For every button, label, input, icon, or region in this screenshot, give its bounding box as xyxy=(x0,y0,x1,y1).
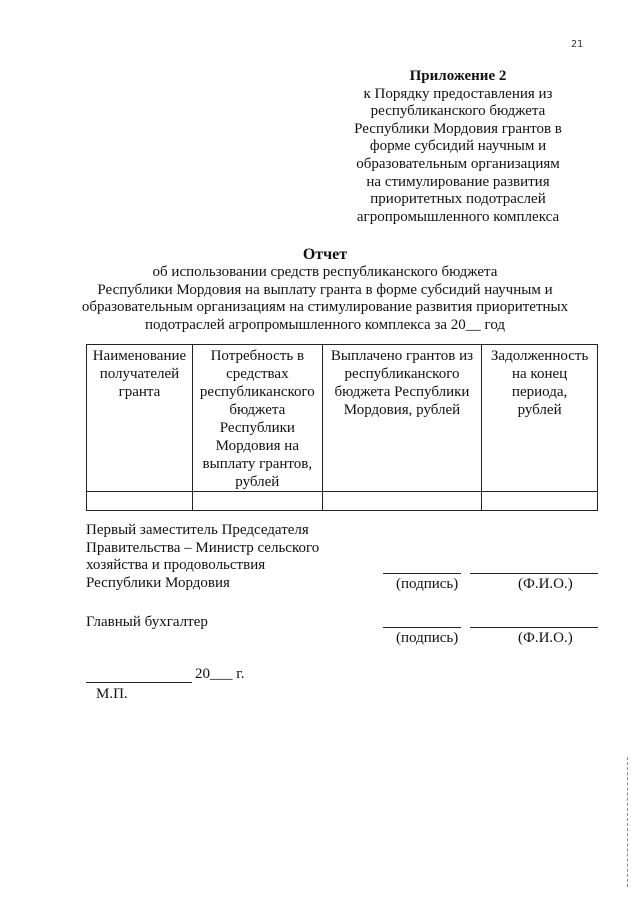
header-line: рублей xyxy=(235,474,280,490)
appendix-line: форме субсидий научным и xyxy=(369,138,547,155)
signature-line xyxy=(383,627,461,628)
header-line: средствах xyxy=(226,366,289,382)
header-line: Выплачено грантов из xyxy=(330,348,474,364)
header-line: выплату грантов, xyxy=(202,456,313,472)
date-year: 20___ г. xyxy=(195,666,245,682)
header-line: Задолженность xyxy=(490,348,589,364)
column-header-recipient xyxy=(87,345,193,492)
appendix-block xyxy=(338,68,578,226)
header-line: на конец xyxy=(512,366,568,382)
signature-caption: (подпись) xyxy=(396,576,459,592)
header-line: республиканского xyxy=(344,366,460,382)
header-line: гранта xyxy=(118,384,161,400)
seal-label: М.П. xyxy=(96,686,128,702)
page-number: 21 xyxy=(571,39,584,50)
header-line: бюджета xyxy=(229,402,286,418)
report-table xyxy=(86,344,598,511)
name-caption: (Ф.И.О.) xyxy=(518,576,573,592)
report-heading: Отчет xyxy=(302,246,348,263)
report-line: Республики Мордовия на выплату гранта в форме субсидий научным и xyxy=(97,281,553,298)
header-line: Республики xyxy=(219,420,295,436)
table-cell xyxy=(482,492,598,511)
chief-accountant-title: Главный бухгалтер xyxy=(86,614,208,630)
report-line: образовательным организациям на стимулирование развития приоритетных xyxy=(81,299,569,316)
column-header-need xyxy=(192,345,322,492)
header-line: Мордовия, рублей xyxy=(343,402,461,418)
name-line xyxy=(470,573,598,574)
scan-edge-marks xyxy=(627,757,628,887)
appendix-title: Приложение 2 xyxy=(409,68,507,84)
header-line: рублей xyxy=(517,402,562,418)
report-title-block xyxy=(60,246,590,335)
name-caption: (Ф.И.О.) xyxy=(518,630,573,646)
column-header-paid xyxy=(322,345,481,492)
appendix-line: Республики Мордовия грантов в xyxy=(354,120,562,137)
first-deputy-title xyxy=(86,522,319,592)
table-cell xyxy=(192,492,322,511)
report-line: подотраслей агропромышленного комплекса за 20__ год xyxy=(144,317,506,334)
signer-line: Республики Мордовия xyxy=(86,574,230,591)
signature-caption: (подпись) xyxy=(396,630,459,646)
table-header-row xyxy=(87,345,598,492)
appendix-line: к Порядку предоставления из xyxy=(363,85,553,102)
signer-line: Правительства – Министр сельского xyxy=(86,539,320,556)
header-line: получателей xyxy=(99,366,180,382)
header-line: периода, xyxy=(511,384,568,400)
column-header-debt xyxy=(482,345,598,492)
name-line xyxy=(470,627,598,628)
report-line: об использовании средств республиканского бюджета xyxy=(152,263,498,280)
date-line xyxy=(86,682,192,683)
table-cell xyxy=(87,492,193,511)
header-line: Мордовия на xyxy=(215,438,299,454)
header-line: бюджета Республики xyxy=(334,384,470,400)
signer-line: Первый заместитель Председателя xyxy=(86,522,309,538)
appendix-line: на стимулирование развития xyxy=(366,173,550,190)
header-line: Потребность в xyxy=(210,348,305,364)
header-line: Наименование xyxy=(92,348,187,364)
table-cell xyxy=(322,492,481,511)
header-line: республиканского xyxy=(199,384,315,400)
appendix-line: агропромышленного комплекса xyxy=(356,208,560,225)
signature-line xyxy=(383,573,461,574)
signer-line: хозяйства и продовольствия xyxy=(86,557,266,574)
table-row xyxy=(87,492,598,511)
appendix-line: республиканского бюджета xyxy=(370,103,546,120)
appendix-line: образовательным организациям xyxy=(356,155,560,172)
appendix-line: приоритетных подотраслей xyxy=(370,191,546,208)
